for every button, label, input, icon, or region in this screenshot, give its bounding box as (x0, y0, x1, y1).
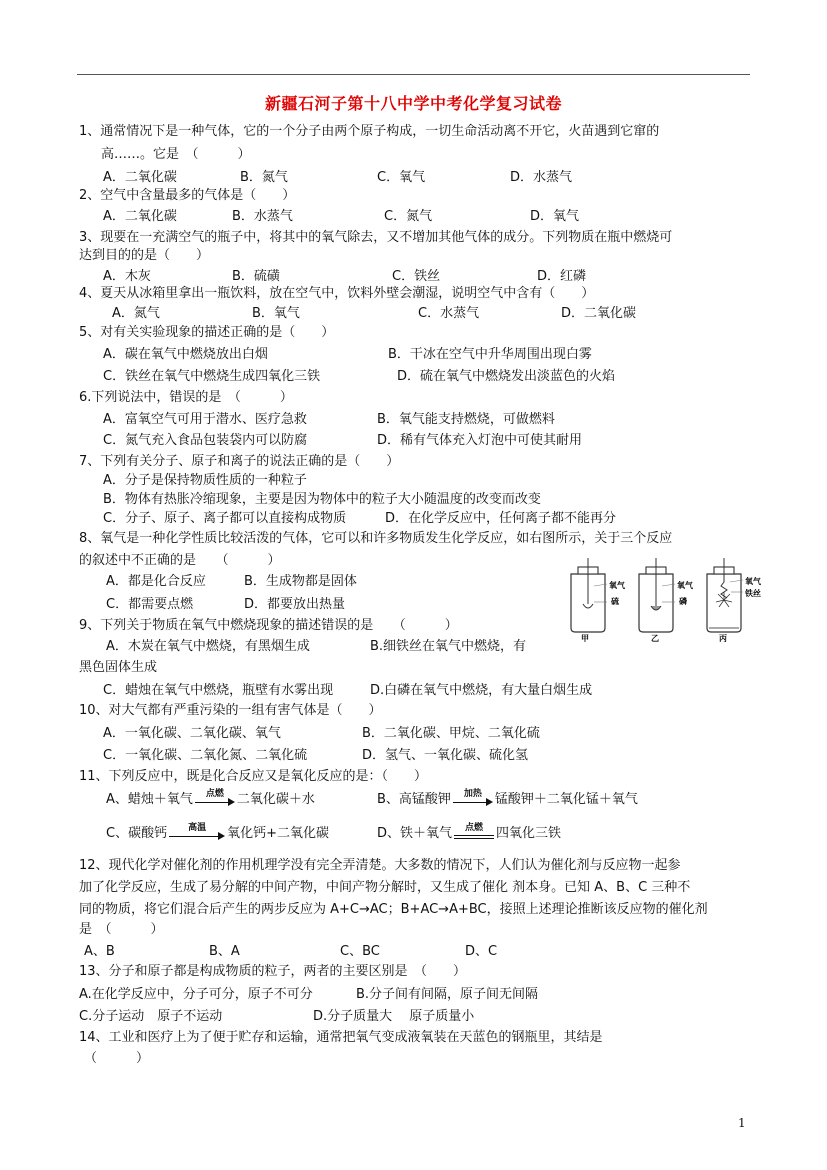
q13-option-a: A.在化学反应中，分子可分，原子不可分 (79, 987, 313, 1002)
q1-stem-line1: 1、通常情况下是一种气体，它的一个分子由两个原子构成，一切生命活动离不开它，火苗遇到它窜的 (79, 124, 660, 139)
q13-stem: 13、分子和原子都是构成物质的粒子，两者的主要区别是 （ ） (79, 964, 467, 979)
q3-option-d: D．红磷 (537, 269, 587, 284)
jar-1 (571, 558, 607, 632)
jar-3-caption: 丙 (719, 634, 727, 642)
reaction-arrow-icon (453, 788, 493, 807)
q2-option-a: A．二氧化碳 (103, 209, 177, 224)
header-rule (77, 74, 750, 75)
q1-option-c: C．氧气 (377, 170, 426, 185)
reaction-arrow-icon (195, 788, 235, 807)
q11-c-condition: 高温 (188, 822, 207, 833)
q9-option-b: B.细铁丝在氧气中燃烧，有 (370, 639, 527, 654)
jar-1-caption: 甲 (581, 634, 589, 642)
q11-c-reactants: C、碳酸钙 (106, 826, 168, 841)
q12-stem-line2: 加了化学反应，生成了易分解的中间产物，中间产物分解时，又生成了催化 剂本身。已知 A、B、C 三种不 (79, 880, 691, 895)
q9-option-a: A．木炭在氧气中燃烧，有黑烟生成 (106, 639, 310, 654)
q3-option-c: C．铁丝 (392, 269, 441, 284)
q11-c-products: 氧化钙+二氧化碳 (227, 826, 329, 841)
q13-option-b: B.分子间有间隔，原子间无间隔 (356, 987, 539, 1002)
q4-stem: 4、夏天从冰箱里拿出一瓶饮料，放在空气中，饮料外壁会潮湿，说明空气中含有（ ） (79, 286, 595, 301)
q11-a-reactants: A、蜡烛＋氧气 (106, 792, 193, 807)
q6-option-b: B．氧气能支持燃烧，可做燃料 (377, 412, 555, 427)
jar-1-label-substance: 硫 (611, 597, 619, 606)
q5-option-c: C．铁丝在氧气中燃烧生成四氧化三铁 (103, 369, 321, 384)
q3-stem-line1: 3、现要在一充满空气的瓶子中，将其中的氧气除去，又不增加其他气体的成分。下列物质在瓶中燃烧可 (79, 230, 673, 245)
q11-d-products: 四氧化三铁 (496, 826, 562, 841)
q13-option-d: D.分子质量大 原子质量小 (313, 1009, 475, 1024)
q2-option-d: D．氧气 (530, 209, 580, 224)
q2-option-b: B．水蒸气 (232, 209, 293, 224)
q7-stem: 7、下列有关分子、原子和离子的说法正确的是（ ） (79, 454, 400, 469)
jar-2-label-gas: 氧气 (677, 581, 693, 590)
q12-stem-line4: 是 （ ） (79, 922, 164, 937)
q7-option-a: A．分子是保持物质性质的一种粒子 (103, 473, 307, 488)
q10-option-d: D．氢气、一氧化碳、硫化氢 (362, 748, 529, 763)
q13-option-c: C.分子运动 原子不运动 (79, 1009, 223, 1024)
q14-stem: 14、工业和医疗上为了便于贮存和运输，通常把氧气变成液氧装在天蓝色的钢瓶里，其结是 (79, 1030, 603, 1045)
q11-b-condition: 加热 (463, 788, 482, 799)
q5-option-d: D．硫在氧气中燃烧发出淡蓝色的火焰 (397, 369, 616, 384)
q11-a-condition: 点燃 (205, 788, 224, 799)
q1-option-b: B．氮气 (240, 170, 288, 185)
q10-stem: 10、对大气都有严重污染的一组有害气体是（ ） (79, 703, 382, 718)
q9-option-c: C．蜡烛在氧气中燃烧，瓶壁有水雾出现 (103, 683, 334, 698)
jar-2-label-substance: 磷 (679, 597, 687, 606)
q7-option-d: D．在化学反应中，任何离子都不能再分 (385, 511, 617, 526)
q4-option-a: A．氮气 (112, 306, 160, 321)
jar-2-caption: 乙 (651, 634, 659, 642)
q8-option-b: B．生成物都是固体 (244, 574, 357, 589)
q14-answer-paren: （ ） (84, 1051, 150, 1066)
q10-option-b: B．二氧化碳、甲烷、二氧化硫 (362, 726, 540, 741)
q11-option-a (106, 788, 315, 809)
q3-option-a: A．木灰 (103, 269, 151, 284)
q5-stem: 5、对有关实验现象的描述正确的是（ ） (79, 325, 335, 340)
q12-option-c: C、BC (340, 944, 380, 959)
q1-option-a: A．二氧化碳 (103, 170, 177, 185)
q9-stem: 9、下列关于物质在氧气中燃烧现象的描述错误的是 （ ） (79, 618, 458, 633)
q8-option-d: D．都要放出热量 (244, 597, 346, 612)
q6-option-c: C．氮气充入食品包装袋内可以防腐 (103, 433, 308, 448)
q8-stem-line1: 8、氧气是一种化学性质比较活泼的气体，它可以和许多物质发生化学反应，如右图所示，关于三个反应 (79, 531, 673, 546)
q12-option-d: D、C (465, 944, 498, 959)
jar-3 (707, 558, 743, 632)
q7-option-b: B．物体有热胀冷缩现象，主要是因为物体中的粒子大小随温度的改变而改变 (103, 492, 541, 507)
q3-option-b: B．硫磺 (232, 269, 280, 284)
reaction-equals-icon (454, 822, 494, 841)
q3-stem-line2: 达到目的的是（ ） (79, 248, 210, 263)
q11-option-b (377, 788, 638, 809)
q5-option-b: B．干冰在空气中升华周围出现白雾 (388, 347, 592, 362)
jar-3-label-gas: 氧气 (745, 577, 761, 586)
q11-option-d (377, 822, 562, 843)
q10-option-a: A．一氧化碳、二氧化碳、氧气 (103, 726, 281, 741)
q4-option-d: D．二氧化碳 (561, 306, 637, 321)
q6-option-a: A．富氧空气可用于潜水、医疗急救 (103, 412, 307, 427)
q11-option-c (106, 822, 329, 843)
q1-stem-line2: 高……。它是 （ ） (101, 147, 251, 162)
q10-option-c: C．一氧化碳、二氧化氮、二氧化硫 (103, 748, 308, 763)
q11-b-products: 锰酸钾＋二氧化锰＋氧气 (494, 792, 638, 807)
q11-a-products: 二氧化碳＋水 (236, 792, 315, 807)
q8-stem-line2: 的叙述中不正确的是 （ ） (79, 553, 281, 568)
jar-1-label-gas: 氧气 (609, 581, 625, 590)
combustion-jars-figure (561, 556, 771, 642)
q2-option-c: C．氮气 (384, 209, 433, 224)
q11-b-reactants: B、高锰酸钾 (377, 792, 451, 807)
q11-d-reactants: D、铁＋氧气 (377, 826, 453, 841)
page-number: 1 (738, 1116, 746, 1130)
q12-option-b: B、A (209, 944, 240, 959)
q12-stem-line3: 同的物质，将它们混合后产生的两步反应为 A+C→AC；B+AC→A+BC，接照上述理论推断该反应物的催化剂 (79, 902, 708, 917)
jar-3-label-substance: 铁丝 (745, 589, 761, 598)
q2-stem: 2、空气中含量最多的气体是（ ） (79, 188, 296, 203)
q5-option-a: A．碳在氧气中燃烧放出白烟 (103, 347, 268, 362)
reaction-arrow-icon (169, 822, 225, 841)
q11-stem: 11、下列反应中，既是化合反应又是氧化反应的是：（ ） (79, 769, 428, 784)
jar-2 (639, 558, 675, 632)
q4-option-c: C．水蒸气 (418, 306, 480, 321)
q6-option-d: D．稀有气体充入灯泡中可使其耐用 (377, 433, 583, 448)
q12-option-a: A、B (84, 944, 115, 959)
q6-stem: 6.下列说法中，错误的是 （ ） (79, 390, 293, 405)
q11-d-condition: 点燃 (465, 822, 484, 833)
q9-option-d: D.白磷在氧气中燃烧，有大量白烟生成 (370, 683, 593, 698)
q7-option-c: C．分子、原子、离子都可以直接构成物质 (103, 511, 347, 526)
q4-option-b: B．氧气 (252, 306, 300, 321)
q8-option-a: A．都是化合反应 (106, 574, 206, 589)
page-title: 新疆石河子第十八中学中考化学复习试卷 (264, 94, 562, 113)
q9-option-b-continued: 黑色固体生成 (79, 660, 158, 675)
q1-option-d: D．水蒸气 (510, 170, 573, 185)
q8-option-c: C．都需要点燃 (106, 597, 194, 612)
q12-stem-line1: 12、现代化学对催化剂的作用机理学没有完全弄清楚。大多数的情况下，人们认为催化剂与反应物一起参 (79, 858, 681, 873)
